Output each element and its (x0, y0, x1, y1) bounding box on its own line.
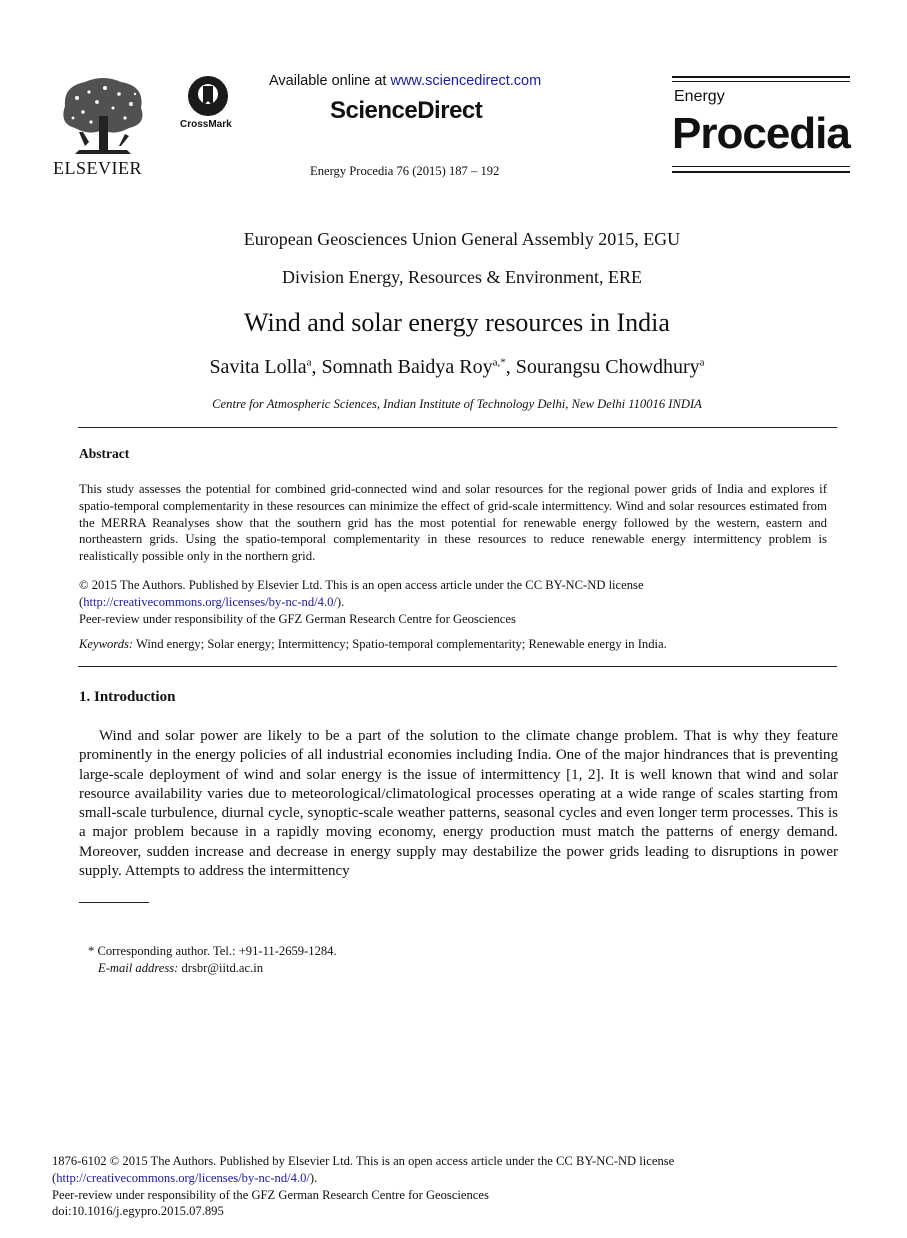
keywords (79, 636, 839, 653)
corresponding-author: * Corresponding author. Tel.: +91-11-2659-1284. (88, 944, 337, 958)
peer-review-text: Peer-review under responsibility of the GFZ German Research Centre for Geosciences (79, 611, 516, 626)
conference-line-2: Division Energy, Resources & Environment, ERE (282, 267, 642, 287)
license-close: ). (336, 594, 345, 609)
journal-name-large: Procedia (672, 109, 850, 158)
author-name: Sourangsu Chowdhury (515, 356, 700, 378)
keywords-list: Wind energy; Solar energy; Intermittency; Spatio-temporal complementarity; Renewable energy in India. (133, 637, 667, 651)
crossmark-label: CrossMark (180, 119, 232, 130)
copyright-notice (79, 577, 839, 627)
author-name: Savita Lolla (209, 356, 307, 378)
page-footer (52, 1153, 872, 1220)
abstract-text: This study assesses the potential for combined grid-connected wind and solar resources for the regional power grids of India and explores if spatio-temporal complementarity in these resources can minimize the effect of grid-scale intermittency. Wind and solar resources estimated from the MERRA Reanalyses show that the southern grid has the most potential for renewable energy followed by the western, eastern and northeastern grids. Using the spatio-temporal complementarity in these resources to reduce renewable energy intermittency problem is realistically possible only in the northern grid. (79, 482, 827, 564)
journal-name-small: Energy (674, 88, 725, 105)
author-affil: a (306, 356, 312, 369)
affiliation: Centre for Atmospheric Sciences, Indian Institute of Technology Delhi, New Delhi 110016 INDIA (212, 397, 702, 411)
elsevier-tree-logo (55, 76, 151, 158)
sciencedirect-link[interactable]: www.sciencedirect.com (390, 73, 542, 89)
footer-license-open: ( (52, 1170, 57, 1185)
conference-line-1: European Geosciences Union General Assembly 2015, EGU (243, 229, 681, 249)
author-affil: a,* (492, 356, 506, 369)
abstract-heading: Abstract (79, 446, 130, 461)
crossmark-icon[interactable] (186, 74, 230, 118)
introduction-paragraph: Wind and solar power are likely to be a part of the solution to the climate change problem. That is why they feature prominently in the energy policies of all industrial economies including India. One of the major hindrances that is preventing large-scale deployment of wind and solar energy is the issue of intermittency [1, 2]. It is well known that wind and solar resource availability varies due to meteorological/climatological processes operating at a wide range of scales starting from small-scale turbulence, diurnal cycle, synoptic-scale weather patterns, seasonal cycles and even longer term processes. This is a major problem because in a rapidly moving economy, energy production must match the patterns of energy demand. Moreover, sudden increase and decrease in energy supply may destabilize the power grids leading to disruptions in power supply. Attempts to address the intermittency (79, 728, 838, 880)
available-online (269, 73, 541, 89)
license-open: ( (79, 594, 84, 609)
section-heading-introduction: 1. Introduction (79, 689, 176, 705)
abstract-top-rule (78, 427, 837, 428)
email-label: E-mail address: (98, 961, 179, 975)
publisher-name: ELSEVIER (53, 158, 142, 178)
footnote (88, 943, 337, 977)
footer-license-link[interactable]: http://creativecommons.org/licenses/by-nc-nd/4.0/ (56, 1170, 310, 1185)
journal-citation: Energy Procedia 76 (2015) 187 – 192 (310, 164, 500, 178)
paper-title: Wind and solar energy resources in India (244, 308, 670, 337)
available-prefix: Available online at (269, 73, 391, 89)
footnote-rule (79, 902, 149, 903)
footer-issn-line: 1876-6102 © 2015 The Authors. Published by Elsevier Ltd. This is an open access article under the CC BY-NC-ND license (52, 1154, 675, 1168)
author-name: Somnath Baidya Roy (321, 356, 493, 378)
footer-license-close: ). (309, 1170, 318, 1185)
footer-peer-review: Peer-review under responsibility of the GFZ German Research Centre for Geosciences (52, 1187, 489, 1202)
keywords-label: Keywords: (79, 637, 134, 651)
sciencedirect-brand: ScienceDirect (330, 97, 483, 124)
license-link[interactable]: http://creativecommons.org/licenses/by-nc-nd/4.0/ (83, 594, 337, 609)
journal-logo (672, 76, 852, 176)
email-address: drsbr@iitd.ac.in (178, 961, 264, 975)
copyright-text: © 2015 The Authors. Published by Elsevier Ltd. This is an open access article under the CC BY-NC-ND license (79, 578, 644, 592)
author-affil: a (699, 356, 705, 369)
abstract-bottom-rule (78, 666, 837, 667)
author-separator: , (505, 356, 516, 378)
author-list (0, 356, 907, 379)
author-separator: , (311, 356, 322, 378)
footer-doi: doi:10.1016/j.egypro.2015.07.895 (52, 1204, 224, 1219)
